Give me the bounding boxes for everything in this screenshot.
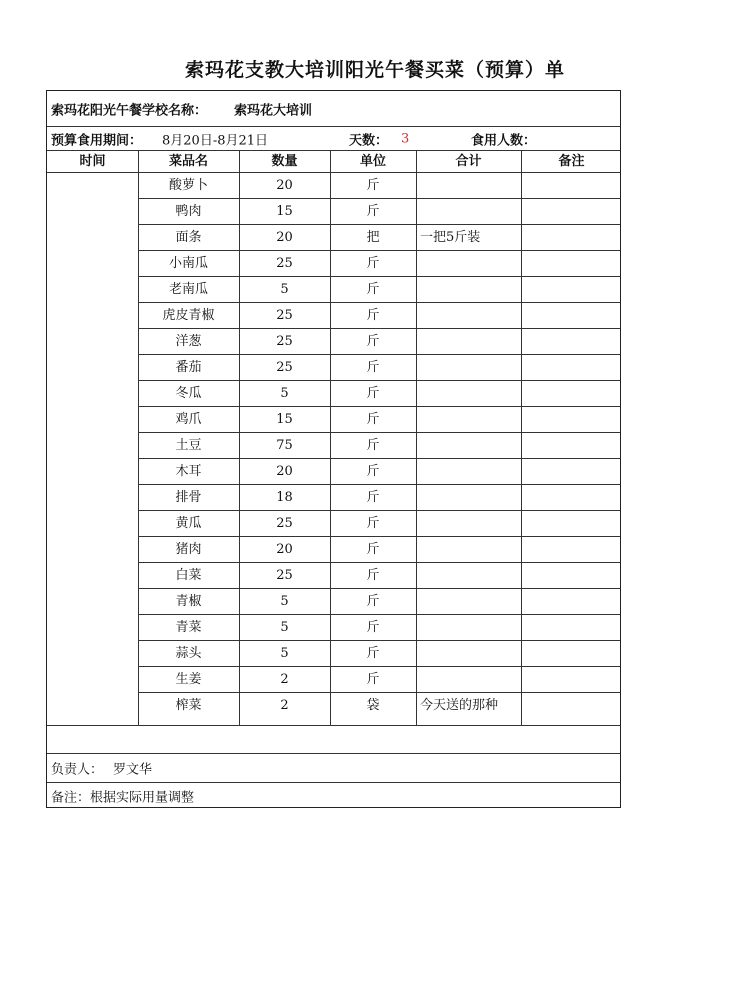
total-cell: 今天送的那种 [420, 698, 499, 713]
days-label: 天数： [349, 133, 389, 148]
dish-name-cell: 酸萝卜 [168, 178, 208, 193]
table-row [138, 433, 620, 459]
col-header-total: 合计 [455, 154, 482, 169]
quantity-cell: 2 [280, 698, 289, 713]
total-cell [416, 329, 525, 354]
table-row [138, 199, 620, 225]
school-name: 索玛花大培训 [234, 103, 313, 118]
note-cell [521, 381, 622, 406]
note-cell [521, 459, 622, 484]
total-cell [416, 459, 525, 484]
period-row [47, 127, 620, 151]
remark-text: 备注：根据实际用量调整 [51, 790, 195, 806]
unit-cell: 把 [366, 230, 380, 245]
note-cell [521, 251, 622, 276]
table-row [138, 667, 620, 693]
quantity-cell: 18 [276, 490, 293, 505]
table-row [138, 641, 620, 667]
dish-name-cell: 土豆 [175, 438, 202, 453]
unit-cell: 斤 [366, 646, 380, 661]
note-cell [521, 303, 622, 328]
unit-cell: 斤 [366, 568, 380, 583]
dish-name-cell: 黄瓜 [175, 516, 202, 531]
unit-cell: 斤 [366, 464, 380, 479]
dish-name-cell: 番茄 [175, 360, 202, 375]
unit-cell: 斤 [366, 438, 380, 453]
quantity-cell: 25 [276, 256, 293, 271]
dish-name-cell: 榨菜 [175, 698, 202, 713]
note-cell [521, 615, 622, 640]
unit-cell: 斤 [366, 490, 380, 505]
responsible-row [47, 754, 620, 783]
unit-cell: 斤 [366, 516, 380, 531]
unit-cell: 袋 [366, 698, 380, 713]
table-row [138, 537, 620, 563]
unit-cell: 斤 [366, 412, 380, 427]
quantity-cell: 2 [280, 672, 289, 687]
total-cell [416, 537, 525, 562]
table-row [138, 485, 620, 511]
table-row [138, 693, 620, 719]
table-row [138, 277, 620, 303]
total-cell [416, 511, 525, 536]
dish-name-cell: 洋葱 [175, 334, 202, 349]
total-cell [416, 381, 525, 406]
total-cell [416, 407, 525, 432]
total-cell [416, 173, 525, 198]
blank-row [47, 725, 620, 754]
dish-name-cell: 青椒 [175, 594, 202, 609]
total-cell: 一把5斤装 [420, 230, 481, 245]
note-cell [521, 225, 622, 250]
table-row [138, 225, 620, 251]
table-row [138, 173, 620, 199]
note-cell [521, 199, 622, 224]
total-cell [416, 355, 525, 380]
total-cell [416, 667, 525, 692]
unit-cell: 斤 [366, 386, 380, 401]
note-cell [521, 563, 622, 588]
note-cell [521, 485, 622, 510]
unit-cell: 斤 [366, 360, 380, 375]
total-cell [416, 433, 525, 458]
dish-name-cell: 冬瓜 [175, 386, 202, 401]
responsible-label: 负责人： [51, 762, 104, 778]
total-cell [416, 199, 525, 224]
page-title: 索玛花支教大培训阳光午餐买菜（预算）单 [184, 59, 565, 81]
dish-name-cell: 鸭肉 [175, 204, 202, 219]
col-header-qty: 数量 [271, 154, 298, 169]
quantity-cell: 25 [276, 568, 293, 583]
table-row [138, 511, 620, 537]
table-row [138, 563, 620, 589]
quantity-cell: 25 [276, 360, 293, 375]
unit-cell: 斤 [366, 204, 380, 219]
total-cell [416, 589, 525, 614]
col-header-time: 时间 [79, 154, 106, 169]
total-cell [416, 277, 525, 302]
note-cell [521, 407, 622, 432]
dish-name-cell: 木耳 [175, 464, 202, 479]
quantity-cell: 5 [280, 620, 289, 635]
quantity-cell: 20 [276, 230, 293, 245]
table-row [138, 303, 620, 329]
note-cell [521, 641, 622, 666]
note-cell [521, 173, 622, 198]
dish-name-cell: 白菜 [175, 568, 202, 583]
unit-cell: 斤 [366, 620, 380, 635]
quantity-cell: 25 [276, 516, 293, 531]
dish-name-cell: 老南瓜 [168, 282, 208, 297]
school-row [47, 91, 620, 127]
total-cell [416, 251, 525, 276]
total-cell [416, 641, 525, 666]
table-row [138, 355, 620, 381]
dish-name-cell: 鸡爪 [175, 412, 202, 427]
dish-name-cell: 青菜 [175, 620, 202, 635]
unit-cell: 斤 [366, 542, 380, 557]
quantity-cell: 20 [276, 542, 293, 557]
quantity-cell: 25 [276, 308, 293, 323]
unit-cell: 斤 [366, 178, 380, 193]
note-cell [521, 433, 622, 458]
note-cell [521, 329, 622, 354]
table-row [138, 589, 620, 615]
total-cell [416, 615, 525, 640]
dish-name-cell: 小南瓜 [168, 256, 208, 271]
table-row [138, 329, 620, 355]
table-row [138, 459, 620, 485]
quantity-cell: 25 [276, 334, 293, 349]
quantity-cell: 5 [280, 386, 289, 401]
dish-name-cell: 排骨 [175, 490, 202, 505]
note-cell [521, 355, 622, 380]
quantity-cell: 75 [276, 438, 293, 453]
col-header-note: 备注 [558, 154, 585, 169]
unit-cell: 斤 [366, 282, 380, 297]
quantity-cell: 5 [280, 282, 289, 297]
note-cell [521, 693, 622, 718]
total-cell [416, 563, 525, 588]
col-header-unit: 单位 [359, 154, 386, 169]
period-label: 预算食用期间： [51, 133, 143, 148]
quantity-cell: 5 [280, 646, 289, 661]
note-cell [521, 277, 622, 302]
unit-cell: 斤 [366, 256, 380, 271]
dish-name-cell: 生姜 [175, 672, 202, 687]
remark-row [47, 783, 620, 809]
quantity-cell: 5 [280, 594, 289, 609]
unit-cell: 斤 [366, 594, 380, 609]
days-value: 3 [401, 131, 410, 146]
unit-cell: 斤 [366, 334, 380, 349]
school-label: 索玛花阳光午餐学校名称： [51, 103, 208, 118]
note-cell [521, 511, 622, 536]
dish-name-cell: 面条 [175, 230, 202, 245]
note-cell [521, 537, 622, 562]
quantity-cell: 15 [276, 204, 293, 219]
period-value: 8月20日-8月21日 [162, 133, 269, 148]
purchase-sheet [46, 90, 621, 808]
table-row [138, 381, 620, 407]
people-label: 食用人数： [471, 133, 537, 148]
col-header-dish: 菜品名 [168, 154, 208, 169]
total-cell [416, 485, 525, 510]
unit-cell: 斤 [366, 308, 380, 323]
note-cell [521, 589, 622, 614]
responsible-name: 罗文华 [113, 762, 153, 778]
quantity-cell: 15 [276, 412, 293, 427]
table-row [138, 251, 620, 277]
dish-name-cell: 蒜头 [175, 646, 202, 661]
total-cell [416, 303, 525, 328]
dish-name-cell: 猪肉 [175, 542, 202, 557]
dish-name-cell: 虎皮青椒 [162, 308, 215, 323]
quantity-cell: 20 [276, 178, 293, 193]
table-row [138, 407, 620, 433]
note-cell [521, 667, 622, 692]
unit-cell: 斤 [366, 672, 380, 687]
quantity-cell: 20 [276, 464, 293, 479]
table-row [138, 615, 620, 641]
